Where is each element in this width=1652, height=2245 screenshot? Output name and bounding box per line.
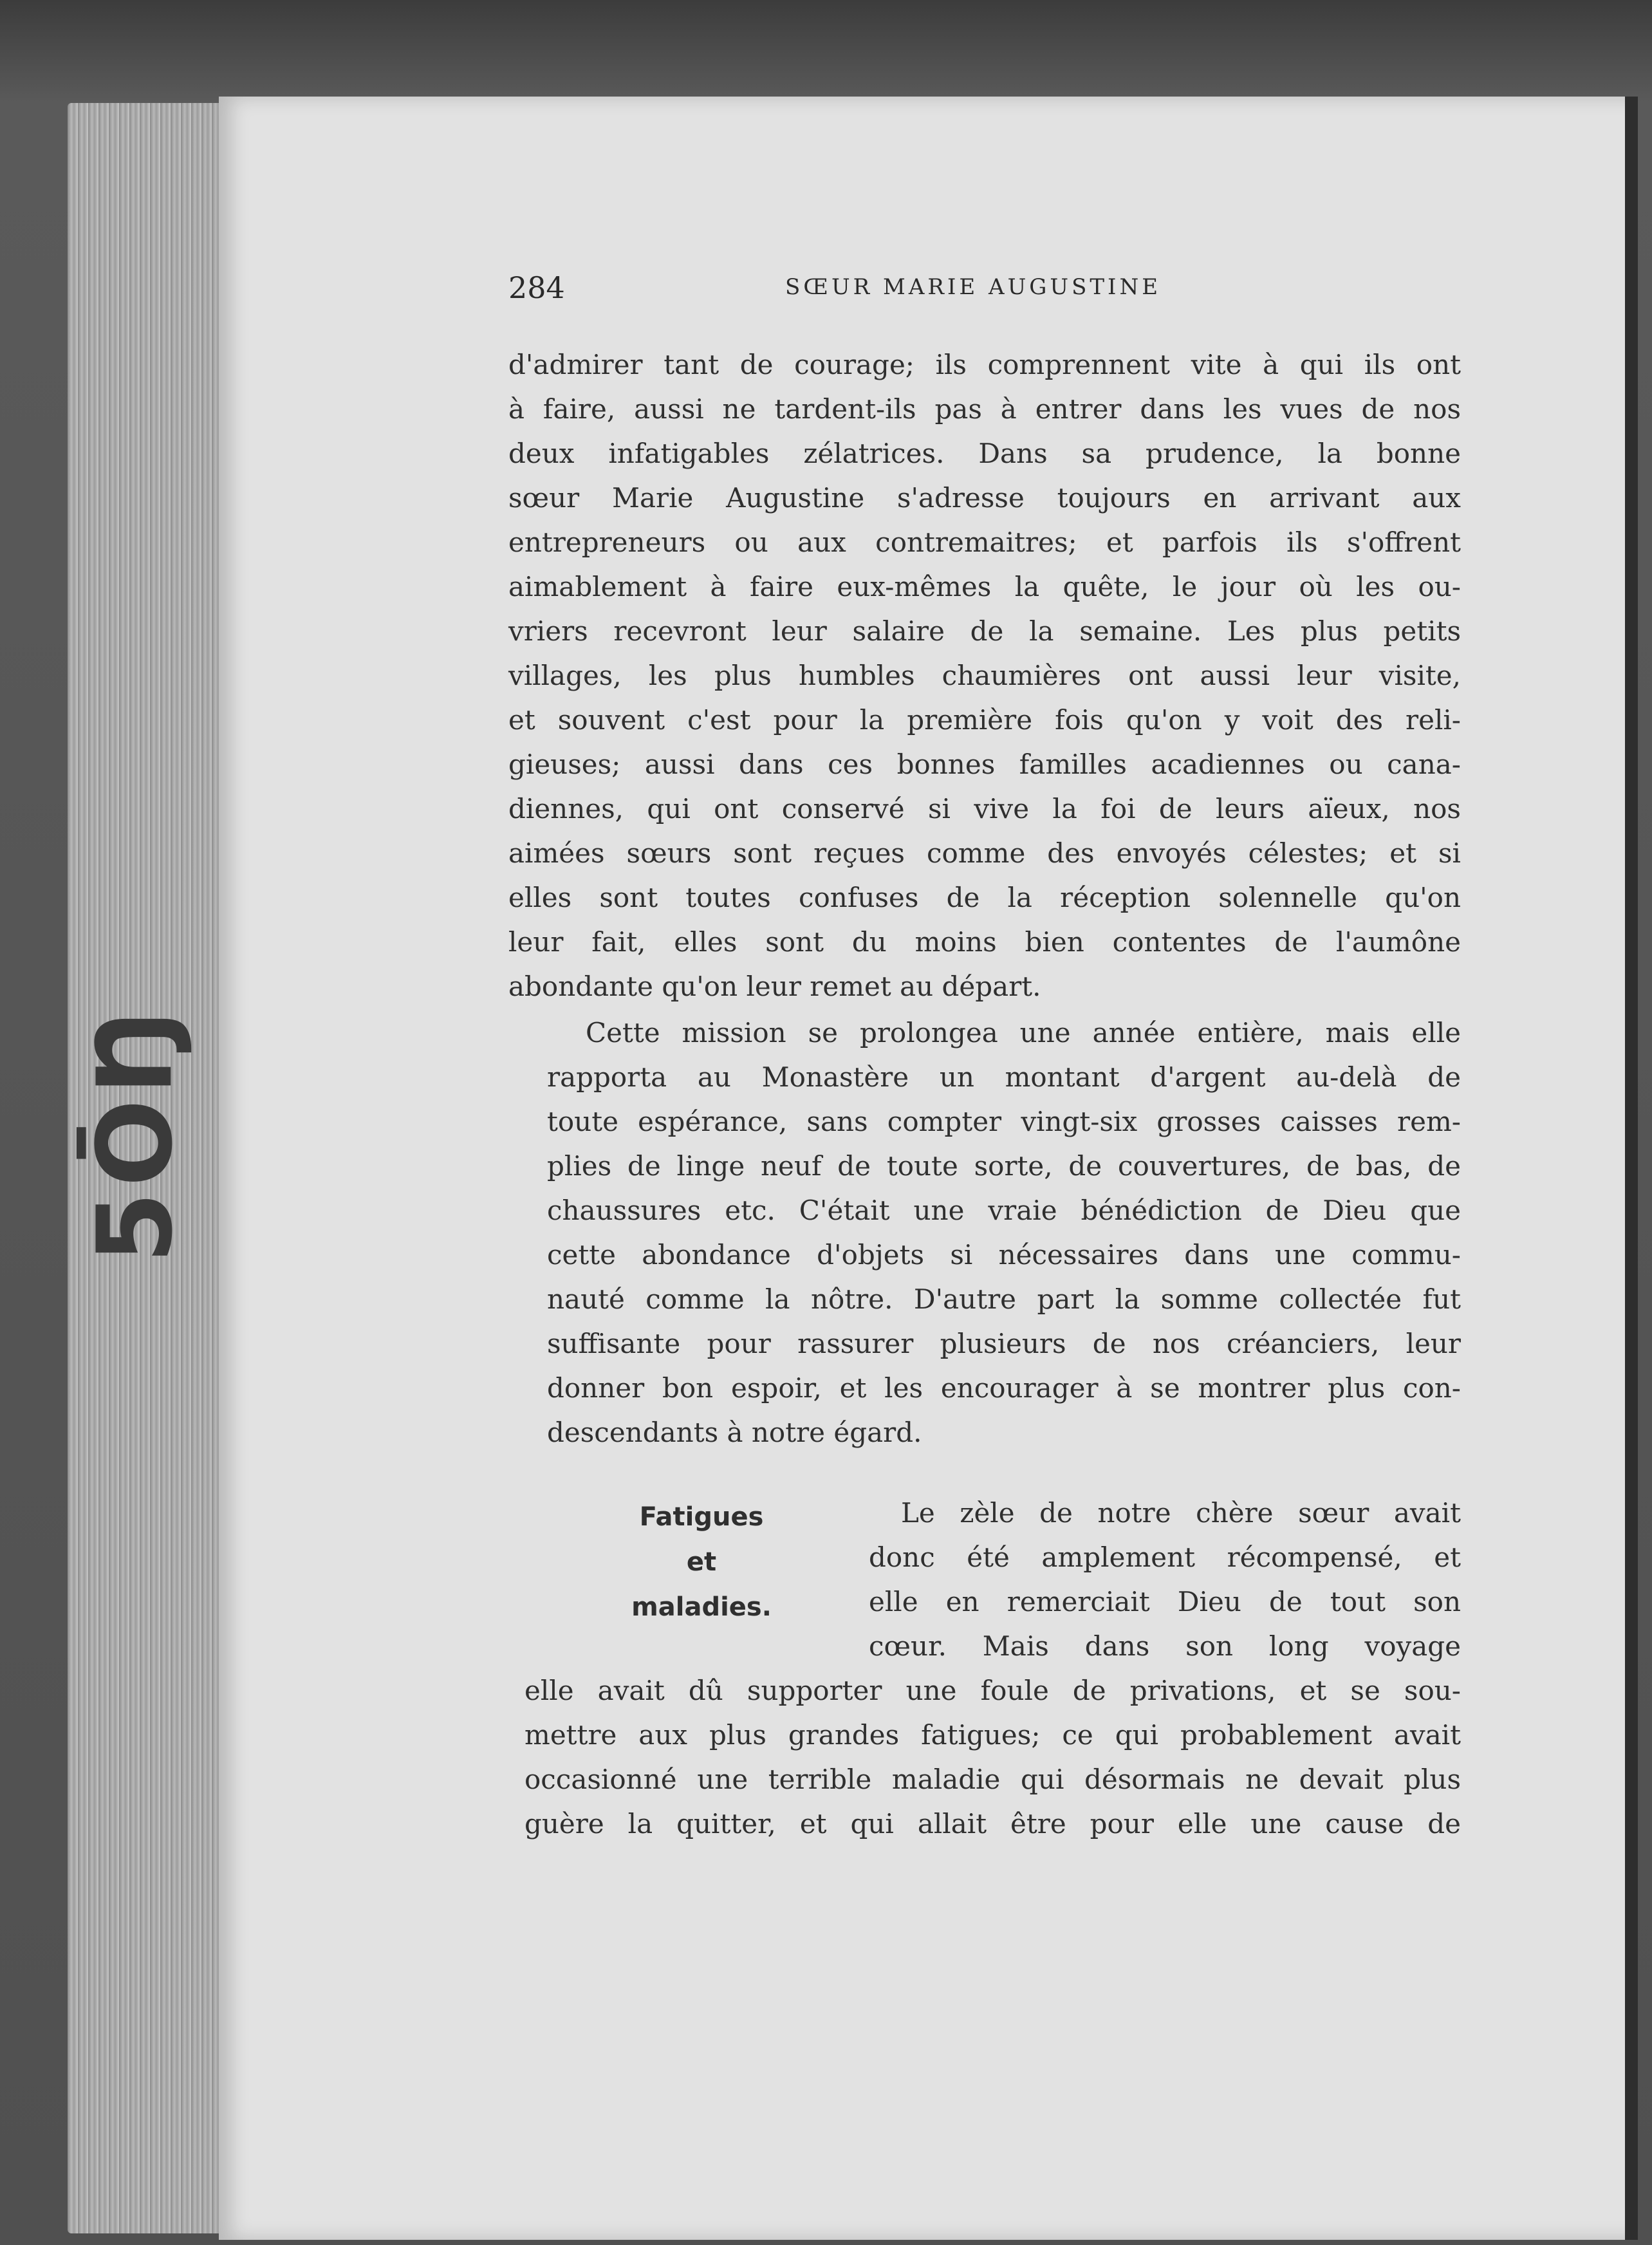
margin-heading [605,1495,798,1630]
text-line: descendants à notre égard. [547,1417,922,1448]
page-right-edge [1625,97,1638,2240]
text-line: deux infatigables zélatrices. Dans sa prudence, la bonne [508,438,1461,469]
margin-heading-line: maladies. [631,1592,772,1622]
edge-stamp [75,991,196,1274]
margin-heading-line: Fatigues [639,1502,764,1532]
text-line: cette abondance d'objets si nécessaires dans une commu- [547,1239,1461,1271]
text-line: gieuses; aussi dans ces bonnes familles acadiennes ou cana- [508,749,1461,780]
text-line: cœur. Mais dans son long voyage [869,1630,1461,1662]
margin-heading-line: et [686,1547,717,1577]
text-line: entrepreneurs ou aux contremaitres; et parfois ils s'offrent [508,526,1461,558]
running-title: SŒUR MARIE AUGUSTINE [785,274,1162,300]
text-line: suffisante pour rassurer plusieurs de nos créanciers, leur [547,1328,1461,1359]
text-line: à faire, aussi ne tardent-ils pas à entrer dans les vues de nos [508,393,1461,425]
text-line: nauté comme la nôtre. D'autre part la somme collectée fut [547,1283,1461,1315]
text-line: et souvent c'est pour la première fois qu'on y voit des reli- [508,704,1461,736]
text-line: donc été amplement récompensé, et [869,1542,1461,1573]
text-line: elles sont toutes confuses de la réception solennelle qu'on [508,882,1461,913]
text-line: Cette mission se prolongea une année entière, mais elle [586,1017,1461,1048]
text-line: elle avait dû supporter une foule de privations, et se sou- [524,1675,1461,1706]
text-line: aimées sœurs sont reçues comme des envoyés célestes; et si [508,837,1461,869]
text-line: elle en remerciait Dieu de tout son [869,1586,1461,1617]
text-line: d'admirer tant de courage; ils comprennent vite à qui ils ont [508,349,1461,380]
text-line: vriers recevront leur salaire de la semaine. Les plus petits [508,615,1461,647]
text-line: abondante qu'on leur remet au départ. [508,971,1041,1002]
text-line: toute espérance, sans compter vingt-six grosses caisses rem- [547,1106,1461,1137]
text-line: sœur Marie Augustine s'adresse toujours en arrivant aux [508,482,1461,514]
text-line: diennes, qui ont conservé si vive la foi de leurs aïeux, nos [508,793,1461,824]
text-line: guère la quitter, et qui allait être pour elle une cause de [524,1808,1461,1840]
section-continuation [524,1668,1461,1846]
text-line: chaussures etc. C'était une vraie bénédiction de Dieu que [547,1195,1461,1226]
edge-stamp-text: 5ŌŊ [75,1002,196,1263]
section-opening [869,1491,1461,1668]
text-line: occasionné une terrible maladie qui désormais ne devait plus [524,1764,1461,1795]
text-line: donner bon espoir, et les encourager à se montrer plus con- [547,1372,1461,1404]
page-number: 284 [508,270,565,305]
text-line: leur fait, elles sont du moins bien contentes de l'aumône [508,926,1461,958]
text-line: aimablement à faire eux-mêmes la quête, le jour où les ou- [508,571,1461,602]
paragraph-2 [508,1011,1461,1455]
page-header [508,270,1461,309]
text-line: plies de linge neuf de toute sorte, de couvertures, de bas, de [547,1150,1461,1182]
paragraph-1 [508,342,1461,1009]
text-line: mettre aux plus grandes fatigues; ce qui probablement avait [524,1719,1461,1751]
text-line: rapporta au Monastère un montant d'argent au-delà de [547,1061,1461,1093]
text-line: Le zèle de notre chère sœur avait [901,1497,1461,1529]
text-line: villages, les plus humbles chaumières ont aussi leur visite, [508,660,1461,691]
